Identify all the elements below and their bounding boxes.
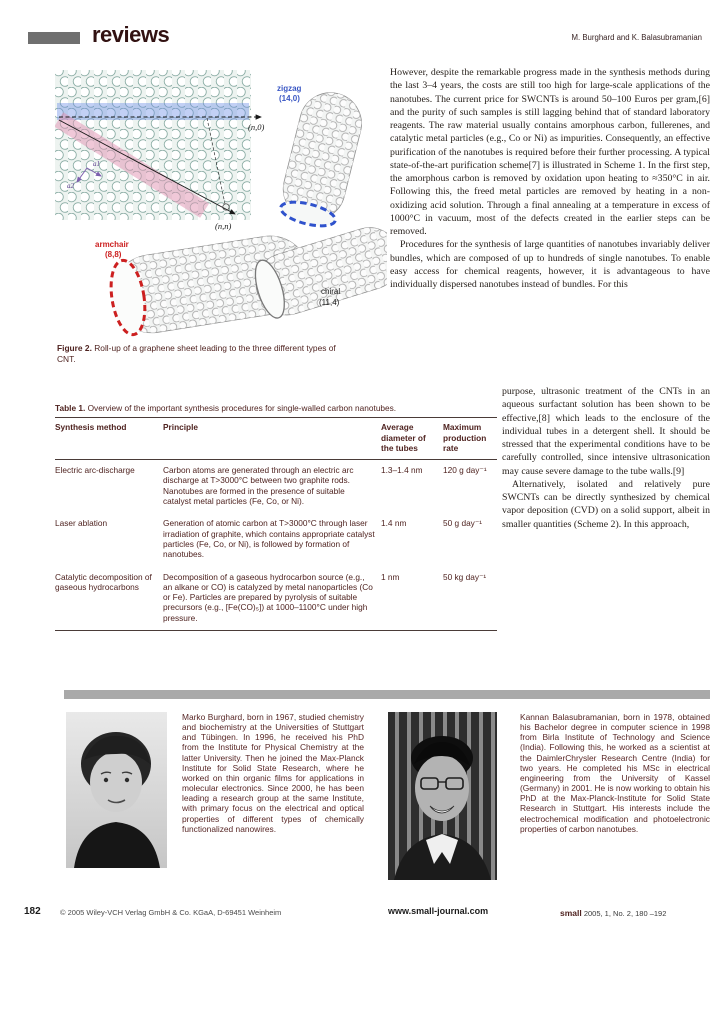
chiral-index: (11,4) xyxy=(319,298,340,307)
body-column xyxy=(390,66,710,291)
col-header-method: Synthesis method xyxy=(55,418,163,460)
chiral-nanotube xyxy=(248,220,387,323)
paragraph-purification: However, despite the remarkable progress made in the synthesis methods during the last 3–4 years, the costs are still too high for large-scale applications of the nanotubes. The current price for SWCNTs is around 50–100 Euros per gram,[6] and the purity of such samples is still lagging behind that of standard laboratory reagents. The raw material usually contains amorphous carbon, fullerenes, and catalytic metal particles (e.g., Co or Ni) as impurities. Consequently, an effective purification of the nanotubes is required before their further processing. A typical state-of-the-art purification scheme[7] is illustrated in Scheme 1. In the first step, the amorphous carbon is removed by oxidation upon heating to ≈350°C in air. Following this, the freed metal particles are removed by heating in a non-oxidizing acid solution. Through a final annealing at a temperature in excess of 1000°C in vacuum, most of the defects created in the earlier steps can be removed. xyxy=(390,67,710,237)
armchair-label: armchair xyxy=(95,240,129,249)
zigzag-index: (14,0) xyxy=(279,94,300,103)
figure2-caption xyxy=(57,343,355,364)
cell-rate: 50 kg day⁻¹ xyxy=(443,567,497,631)
col-header-diameter: Average diameter of the tubes xyxy=(381,418,443,460)
col-header-principle: Principle xyxy=(163,418,381,460)
chiral-label: chiral xyxy=(321,287,341,296)
zigzag-label: zigzag xyxy=(277,84,302,93)
cell-method: Electric arc-discharge xyxy=(55,465,135,476)
cell-rate: 120 g day⁻¹ xyxy=(443,465,487,476)
a2-label: a2 xyxy=(67,182,74,190)
portrait-illustration xyxy=(66,712,167,868)
table1-label: Table 1. xyxy=(55,403,86,413)
table-row xyxy=(55,567,497,631)
cell-principle: Decomposition of a gaseous hydrocarbon source (e.g., an alkane or CO) is catalyzed by metal nanoparticles (Co or Fe). Particles are prepared by pyrolysis of suitable precursors (e.g., [Fe(CO)₅]) at 1000–1100°C under high pressure. xyxy=(163,567,381,631)
portrait-illustration xyxy=(388,712,497,880)
cell-diameter: 1 nm xyxy=(381,567,443,631)
a1-label: a1 xyxy=(93,160,100,168)
table-row xyxy=(55,460,497,514)
table1-title-text: Overview of the important synthesis procedures for single-walled carbon nanotubes. xyxy=(85,403,397,413)
table-row xyxy=(55,513,497,566)
table-header-row xyxy=(55,418,497,460)
header-gray-bar xyxy=(28,32,80,44)
armchair-index: (8,8) xyxy=(105,250,122,259)
figure2-caption-label: Figure 2. xyxy=(57,343,92,353)
graphene-sheet xyxy=(55,70,264,231)
journal-name: small xyxy=(560,908,582,918)
col-header-rate: Maximum production rate xyxy=(443,418,497,460)
copyright-line: © 2005 Wiley-VCH Verlag GmbH & Co. KGaA, D-69451 Weinheim xyxy=(60,908,282,917)
nn-label: (n,n) xyxy=(215,221,232,231)
cell-method: Laser ablation xyxy=(55,518,108,529)
author-photo-balasubramanian xyxy=(388,712,497,880)
paragraph-cvd: Alternatively, isolated and relatively pure SWCNTs can be directly synthesized by chemical vapor deposition (CVD) on a solid support, albeit in smaller quantities (Scheme 2). In this approach, xyxy=(502,478,710,530)
table1-grid xyxy=(55,417,497,631)
section-title: reviews xyxy=(92,22,170,47)
page-number: 182 xyxy=(24,906,41,917)
cell-diameter: 1.3–1.4 nm xyxy=(381,465,423,476)
cell-rate: 50 g day⁻¹ xyxy=(443,518,482,529)
cell-method: Catalytic decomposition of gaseous hydrocarbons xyxy=(55,567,163,631)
paragraph-bundles-continued: purpose, ultrasonic treatment of the CNTs in an aqueous surfactant solution has been shown to be effective,[8] which leads to the enclosure of the individual tubes in a detergent shell. It should be stressed that the experimental conditions have to be carefully controlled, since intensive ultrasonication may cause severe damage to the tube walls.[9] xyxy=(502,386,710,477)
figure2-caption-text: Roll-up of a graphene sheet leading to the three different types of CNT. xyxy=(57,343,336,364)
author-photo-burghard xyxy=(66,712,167,868)
bio-burghard: Marko Burghard, born in 1967, studied chemistry and biochemistry at the Universities of Stuttgart and Tübingen. In 1996, he received his PhD from the Institute for Physical Chemistry at the latter University. Then he joined the Max-Planck Institute for Solid State Research, where he worked on thin organic films for applications in molecular electronics. Since 2000, he has been leading a research group at the same Institute, with primary focus on the electrical and optical properties of different types of chemically functionalized nanowires. xyxy=(182,712,364,834)
issue-info: 2005, 1, No. 2, 180 –192 xyxy=(581,909,667,918)
figure2-graphic xyxy=(55,66,387,338)
table1 xyxy=(55,403,497,631)
journal-website: www.small-journal.com xyxy=(388,906,489,916)
cell-principle: Carbon atoms are generated through an electric arc discharge at T>3000°C between two graphite rods. Nanotubes are formed in the presence of suitable catalyst metal particles (Fe, Co, or Ni). xyxy=(163,465,354,507)
n0-label: (n,0) xyxy=(248,122,265,132)
narrow-column xyxy=(502,385,710,531)
bio-balasubramanian: Kannan Balasubramanian, born in 1978, obtained his Bachelor degree in computer science in 1998 from Birla Institute of Technology and Science (India). Following this, he worked as a scientist at the DaimlerChrysler Research Centre (India) for two years. He completed his MSc in electrical engineering from the University of Kassel (Germany) in 2001. He is now working to obtain his PhD at the Max-Planck-Institute for Solid State Research in Stuttgart. His interests include the electrochemical modification and photoelectronic properties of carbon nanotubes. xyxy=(520,712,710,834)
paragraph-bundles: Procedures for the synthesis of large quantities of nanotubes invariably deliver bundles, which are composed of up to hundreds of single nanotubes. To enable easy access for chemical reagents, however, it is advantageous to have individually dispersed nanotubes instead of bundles. For this xyxy=(390,239,710,290)
journal-citation xyxy=(560,908,710,918)
section-separator-bar xyxy=(64,690,710,699)
cell-diameter: 1.4 nm xyxy=(381,518,407,529)
zigzag-nanotube xyxy=(276,86,369,231)
cell-principle: Generation of atomic carbon at T>3000°C through laser irradiation of graphite, which contains appropriate catalyst particles (Fe, Co, or Ni), is followed by formation of nanotubes. xyxy=(163,518,375,560)
table1-title xyxy=(55,403,497,413)
running-head-authors: M. Burghard and K. Balasubramanian xyxy=(571,33,702,42)
